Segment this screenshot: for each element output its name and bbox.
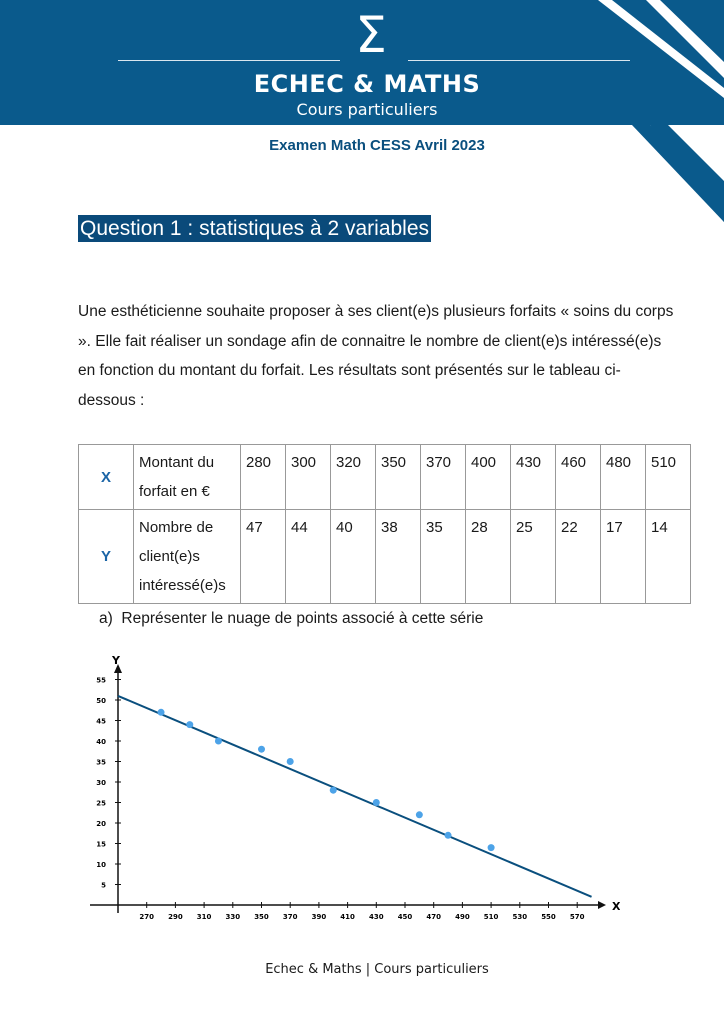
x-axis-arrow-icon [598, 901, 606, 909]
data-point [215, 738, 222, 745]
y-value: 44 [286, 510, 331, 604]
y-tick-label: 25 [96, 799, 106, 808]
data-point [330, 787, 337, 794]
x-tick-label: 290 [168, 913, 183, 921]
x-value: 480 [601, 445, 646, 510]
table-row-x [79, 445, 691, 510]
x-tick-label: 270 [139, 913, 155, 921]
table-row-y [79, 510, 691, 604]
data-point [445, 832, 452, 839]
x-tick-label: 490 [455, 913, 470, 921]
x-tick-label: 550 [541, 913, 556, 921]
y-tick-label: 50 [96, 697, 106, 705]
x-tick-label: 530 [512, 913, 528, 921]
data-table [78, 444, 691, 604]
y-axis-label: Y [112, 654, 120, 667]
scatter-chart [80, 650, 620, 930]
x-tick-label: 390 [311, 913, 327, 921]
exam-title: Examen Math CESS Avril 2023 [269, 137, 485, 154]
sub-question-text: Représenter le nuage de points associé à cette série [121, 610, 484, 627]
x-tick-label: 470 [426, 913, 442, 921]
sub-question [99, 610, 483, 628]
x-tick-label: 350 [254, 913, 269, 921]
y-tick-label: 30 [96, 779, 106, 787]
y-tick-label: 35 [96, 758, 106, 767]
y-variable: Y [79, 510, 134, 604]
y-tick-label: 45 [96, 717, 106, 726]
sub-question-prefix: a) [99, 610, 113, 627]
x-tick-label: 510 [483, 913, 499, 921]
y-tick-label: 15 [96, 840, 106, 849]
data-point [287, 758, 294, 765]
data-point [373, 799, 380, 806]
data-point [258, 746, 265, 753]
y-value: 47 [241, 510, 286, 604]
question-paragraph: Une esthéticienne souhaite proposer à ses client(e)s plusieurs forfaits « soins du corps ». Elle fait réaliser un sondage afin de connaitre le nombre de client(e)s intéressé(e)s en fonction du montant du forfait. Les résultats sont présentés sur le tableau ci-dessous : [78, 303, 674, 409]
x-value: 510 [646, 445, 691, 510]
y-value: 28 [466, 510, 511, 604]
y-value: 35 [421, 510, 466, 604]
y-value: 25 [511, 510, 556, 604]
y-value: 22 [556, 510, 601, 604]
x-value: 280 [241, 445, 286, 510]
x-tick-label: 410 [340, 913, 355, 921]
y-tick-label: 40 [96, 738, 106, 746]
x-tick-label: 430 [368, 913, 384, 921]
data-point [488, 844, 495, 851]
x-value: 370 [421, 445, 466, 510]
page-footer: Echec & Maths | Cours particuliers [265, 962, 489, 977]
question-title: Question 1 : statistiques à 2 variables [80, 217, 430, 240]
x-label: Montant du forfait en € [134, 445, 241, 510]
x-value: 460 [556, 445, 601, 510]
x-value: 300 [286, 445, 331, 510]
data-point [186, 721, 193, 728]
x-value: 320 [331, 445, 376, 510]
x-tick-label: 570 [569, 913, 585, 921]
x-tick-label: 310 [196, 913, 212, 921]
x-axis-label: X [612, 900, 620, 913]
x-value: 400 [466, 445, 511, 510]
data-point [416, 811, 423, 818]
y-value: 38 [376, 510, 421, 604]
x-tick-label: 450 [397, 913, 413, 921]
y-value: 40 [331, 510, 376, 604]
x-tick-label: 370 [282, 913, 298, 921]
y-tick-label: 10 [96, 861, 106, 869]
x-value: 350 [376, 445, 421, 510]
y-tick-label: 20 [96, 820, 106, 828]
x-tick-label: 330 [225, 913, 241, 921]
y-tick-label: 5 [101, 881, 106, 890]
data-point [158, 709, 165, 716]
sigma-logo-icon: Σ [355, 6, 387, 64]
y-tick-label: 55 [96, 676, 106, 685]
y-label: Nombre de client(e)s intéressé(e)s [134, 510, 241, 604]
brand-subtitle: Cours particuliers [296, 100, 438, 119]
x-value: 430 [511, 445, 556, 510]
y-value: 14 [646, 510, 691, 604]
corner-decoration-icon [0, 0, 724, 230]
x-variable: X [79, 445, 134, 510]
y-value: 17 [601, 510, 646, 604]
brand-name: ECHEC & MATHS [253, 70, 481, 98]
